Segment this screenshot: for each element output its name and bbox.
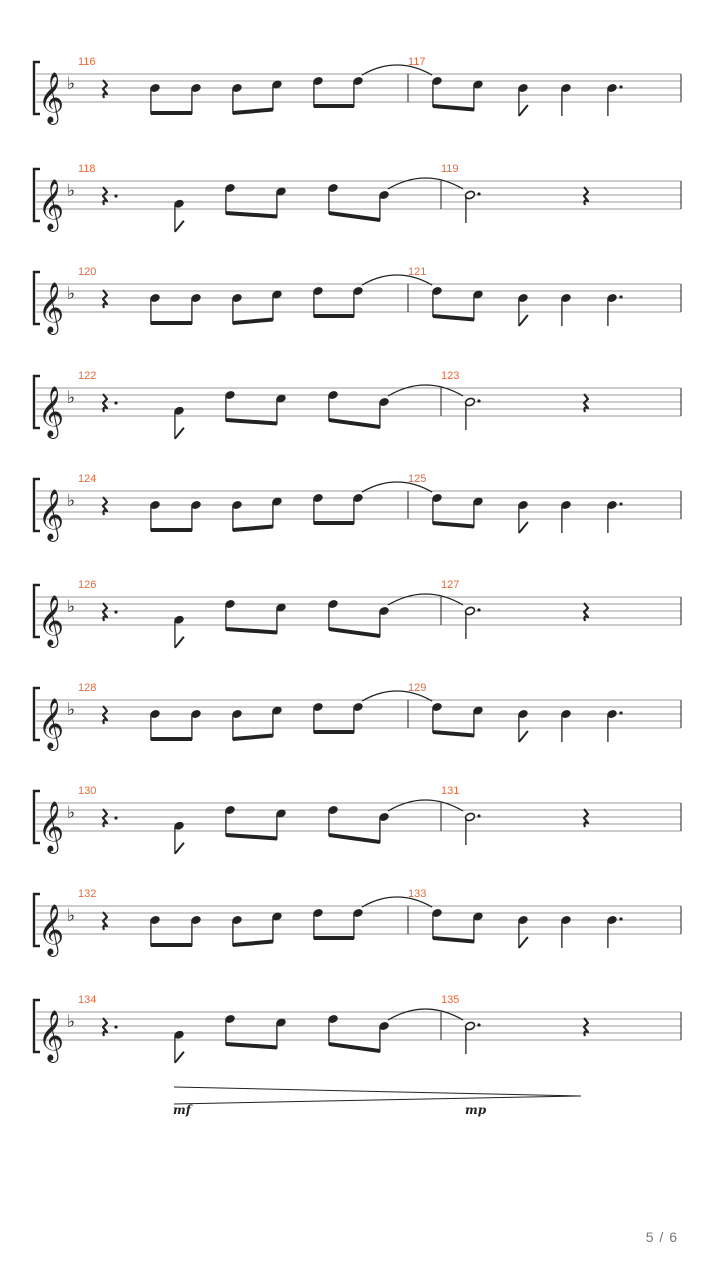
beam xyxy=(233,108,273,116)
measure-number: 123 xyxy=(441,370,460,382)
treble-clef: 𝄞 xyxy=(38,386,65,437)
staff-system xyxy=(34,266,681,335)
treble-clef: 𝄞 xyxy=(38,179,65,230)
staff-system xyxy=(34,888,681,957)
treble-clef: 𝄞 xyxy=(38,72,65,123)
tie xyxy=(388,1009,463,1020)
beam xyxy=(151,737,192,741)
beam xyxy=(314,314,354,318)
beam xyxy=(226,833,277,841)
augmentation-dot xyxy=(619,917,622,920)
tie xyxy=(388,800,463,811)
measure-number: 117 xyxy=(408,56,426,68)
staff-system xyxy=(34,785,681,854)
note-flag xyxy=(175,637,184,648)
measure-number: 129 xyxy=(408,682,427,694)
beam xyxy=(314,730,354,734)
hairpin-lower xyxy=(174,1096,581,1104)
measure-number: 135 xyxy=(441,994,460,1006)
tie xyxy=(388,594,463,605)
augmentation-dot xyxy=(477,399,480,402)
measure-number: 120 xyxy=(78,266,97,278)
treble-clef: 𝄞 xyxy=(38,698,65,749)
staff-system xyxy=(34,473,681,542)
augmentation-dot xyxy=(477,192,480,195)
staff-system xyxy=(34,56,681,125)
staff-system xyxy=(34,370,681,439)
beam xyxy=(329,418,380,429)
tie xyxy=(388,385,463,396)
staff-system xyxy=(34,994,681,1063)
measure-number: 127 xyxy=(441,579,460,591)
note-flag xyxy=(519,522,528,533)
measure-number: 130 xyxy=(78,785,97,797)
tie xyxy=(388,178,463,189)
augmentation-dot xyxy=(114,194,117,197)
beam xyxy=(151,321,192,325)
augmentation-dot xyxy=(619,711,622,714)
beam xyxy=(433,730,474,738)
measure-number: 116 xyxy=(78,56,96,68)
measure-number: 126 xyxy=(78,579,97,591)
augmentation-dot xyxy=(477,814,480,817)
key-signature-flat: ♭ xyxy=(67,1012,76,1032)
beam xyxy=(151,528,192,532)
page-number: 5 / 6 xyxy=(645,1229,678,1245)
treble-clef: 𝄞 xyxy=(38,1010,65,1061)
measure-number: 128 xyxy=(78,682,97,694)
measure-number: 134 xyxy=(78,994,97,1006)
beam xyxy=(226,418,277,426)
note-flag xyxy=(175,428,184,439)
hairpin-upper xyxy=(174,1087,581,1096)
note-flag xyxy=(175,843,184,854)
beam xyxy=(233,734,273,742)
measure-number: 118 xyxy=(78,163,96,175)
augmentation-dot xyxy=(477,608,480,611)
beam xyxy=(329,211,380,222)
key-signature-flat: ♭ xyxy=(67,74,76,94)
beam xyxy=(314,936,354,940)
treble-clef: 𝄞 xyxy=(38,595,65,646)
treble-clef: 𝄞 xyxy=(38,282,65,333)
beam xyxy=(329,833,380,844)
staff-system xyxy=(34,682,681,751)
measure-number: 125 xyxy=(408,473,427,485)
treble-clef: 𝄞 xyxy=(38,904,65,955)
key-signature-flat: ♭ xyxy=(67,284,76,304)
key-signature-flat: ♭ xyxy=(67,700,76,720)
beam xyxy=(433,936,474,944)
note-flag xyxy=(519,937,528,948)
augmentation-dot xyxy=(619,502,622,505)
key-signature-flat: ♭ xyxy=(67,181,76,201)
key-signature-flat: ♭ xyxy=(67,597,76,617)
beam xyxy=(233,318,273,326)
note-flag xyxy=(175,1052,184,1063)
beam xyxy=(151,111,192,115)
measure-number: 132 xyxy=(78,888,97,900)
augmentation-dot xyxy=(619,295,622,298)
measure-number: 133 xyxy=(408,888,427,900)
beam xyxy=(226,1042,277,1050)
beam xyxy=(226,211,277,219)
key-signature-flat: ♭ xyxy=(67,491,76,511)
augmentation-dot xyxy=(114,401,117,404)
note-flag xyxy=(519,731,528,742)
treble-clef: 𝄞 xyxy=(38,801,65,852)
beam xyxy=(233,525,273,533)
beam xyxy=(433,104,474,112)
augmentation-dot xyxy=(477,1023,480,1026)
measure-number: 122 xyxy=(78,370,97,382)
staff-system xyxy=(34,579,681,648)
beam xyxy=(433,521,474,529)
dynamic-mf: mf xyxy=(173,1103,191,1117)
beam xyxy=(151,943,192,947)
augmentation-dot xyxy=(114,610,117,613)
beam xyxy=(433,314,474,322)
measure-number: 121 xyxy=(408,266,427,278)
beam xyxy=(314,521,354,525)
augmentation-dot xyxy=(114,1025,117,1028)
beam xyxy=(329,627,380,638)
beam xyxy=(233,940,273,948)
beam xyxy=(314,104,354,108)
note-flag xyxy=(519,315,528,326)
dynamic-mp: mp xyxy=(465,1103,487,1117)
note-flag xyxy=(519,105,528,116)
key-signature-flat: ♭ xyxy=(67,388,76,408)
key-signature-flat: ♭ xyxy=(67,803,76,823)
treble-clef: 𝄞 xyxy=(38,489,65,540)
measure-number: 131 xyxy=(441,785,460,797)
augmentation-dot xyxy=(114,816,117,819)
beam xyxy=(226,627,277,635)
staff-system xyxy=(34,163,681,232)
measure-number: 119 xyxy=(441,163,459,175)
diminuendo-hairpin xyxy=(173,1087,581,1117)
measure-number: 124 xyxy=(78,473,97,485)
note-flag xyxy=(175,221,184,232)
augmentation-dot xyxy=(619,85,622,88)
key-signature-flat: ♭ xyxy=(67,906,76,926)
beam xyxy=(329,1042,380,1053)
